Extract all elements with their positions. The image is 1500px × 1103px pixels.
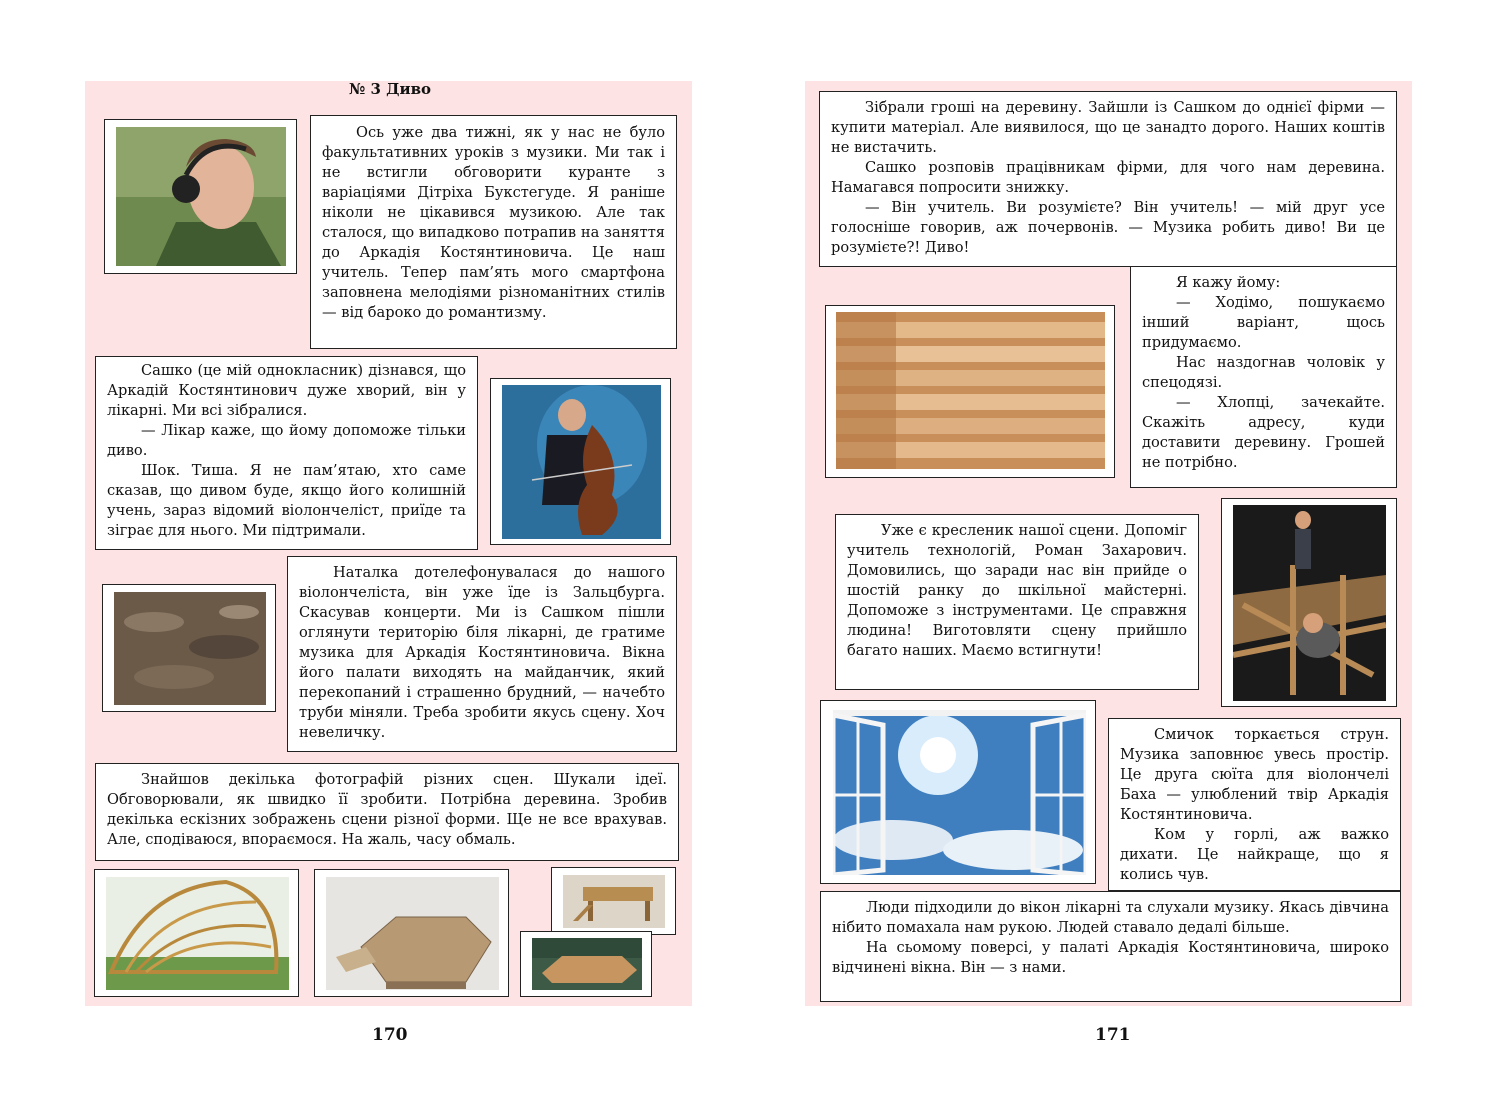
- photo-cellist: [502, 385, 661, 539]
- photo-low-stage-render: [532, 938, 642, 990]
- photo-octagon-stage-render: [326, 877, 499, 990]
- photo-muddy-ground: [114, 592, 266, 705]
- chapter-title: № 3 Диво: [348, 80, 432, 98]
- photo-stacked-lumber: [836, 312, 1105, 469]
- photo-open-window-sky: [833, 710, 1086, 875]
- text-block-3: Наталка дотелефонувалася до нашого віолончеліста, він уже їде із Зальцбурга. Скасував концерти. Ми із Сашком пішли оглянути територію біля лікарні, де гратиме музика для Аркадія Костянтиновича. Вікна його палати виходять на майданчик, який перекопаний і страшенно брудний, — начебто труби міняли. Треба зробити якусь сцену. Хоч невеличку.: [287, 556, 677, 752]
- photo-frame-workers: [1221, 498, 1397, 707]
- photo-small-stage-render: [563, 875, 665, 928]
- photo-frame-mud: [102, 584, 276, 712]
- photo-young-man-headphones: [116, 127, 286, 266]
- text-block-9: Люди підходили до вікон лікарні та слухали музику. Якась дівчина нібито помахала нам рукою. Людей ставало дедалі більше. На сьомому поверсі, у палаті Аркадія Костянтиновича, широко відчинені вікна. Він — з нами.: [820, 891, 1401, 1002]
- photo-people-building-stage: [1233, 505, 1386, 701]
- photo-wooden-pavilion: [106, 877, 289, 990]
- text-block-1: Ось уже два тижні, як у нас не було факультативних уроків з музики. Ми так і не встигли обговорити куранте з варіаціями Дітріха Букстегуде. Я раніше ніколи не цікавився музикою. Але так сталося, що випадково потрапив на заняття до Аркадія Костянтиновича. Це наш учитель. Тепер пам’ять мого смартфона заповнена мелодіями різноманітних стилів — від бароко до романтизму.: [310, 115, 677, 349]
- photo-frame-small-stage-top: [551, 867, 676, 935]
- photo-frame-octagon-stage: [314, 869, 509, 997]
- text-block-2: Сашко (це мій однокласник) дізнався, що Аркадій Костянтинович дуже хворий, він у лікарні. Ми всі зібралися. — Лікар каже, що йому допоможе тільки диво. Шок. Тиша. Я не пам’ятаю, хто саме сказав, що дивом буде, якщо його колишній учень, зараз відомий віолончеліст, приїде та зіграє для нього. Ми підтримали.: [95, 356, 478, 550]
- page-number-left: 170: [372, 1025, 408, 1045]
- photo-frame-lumber: [825, 305, 1115, 478]
- text-block-4: Знайшов декілька фотографій різних сцен. Шукали ідеї. Обговорювали, як швидко її зробити. Потрібна деревина. Зробив декілька ескізних зображень сцени різної форми. Ще не все врахував. Але, сподіваюся, впораємося. На жаль, часу обмаль.: [95, 763, 679, 861]
- photo-frame-small-stage-bottom: [520, 931, 652, 997]
- photo-frame-pavilion: [94, 869, 299, 997]
- photo-frame-headphones: [104, 119, 297, 274]
- text-block-5: Зібрали гроші на деревину. Зайшли із Сашком до однієї фірми — купити матеріал. Але виявилося, що це занадто дорого. Наших коштів не вистачить. Сашко розповів працівникам фірми, для чого нам деревина. Намагався попросити знижку. — Він учитель. Ви розумієте? Він учитель! — мій друг усе голосніше говорив, аж почервонів. — Музика робить диво! Ви це розумієте?! Диво!: [819, 91, 1397, 267]
- text-block-6: Я кажу йому: — Ходімо, пошукаємо інший варіант, щось придумаємо. Нас наздогнав чоловік у спецодязі. — Хлопці, зачекайте. Скажіть адресу, куди доставити деревину. Грошей не потрібно.: [1130, 266, 1397, 488]
- text-block-7: Уже є кресленик нашої сцени. Допоміг учитель технологій, Роман Захарович. Домовились, що заради нас він прийде о шостій ранку до шкільної майстерні. Допоможе з інструментами. Це справжня людина! Виготовляти сцену прийшло багато наших. Маємо встигнути!: [835, 514, 1199, 690]
- text-block-8: Смичок торкається струн. Музика заповнює увесь простір. Це друга сюїта для віолончелі Баха — улюблений твір Аркадія Костянтиновича. Ком у горлі, аж важко дихати. Це найкраще, що я колись чув.: [1108, 718, 1401, 891]
- photo-frame-cellist: [490, 378, 671, 545]
- page-number-right: 171: [1095, 1025, 1131, 1045]
- photo-frame-window: [820, 700, 1096, 884]
